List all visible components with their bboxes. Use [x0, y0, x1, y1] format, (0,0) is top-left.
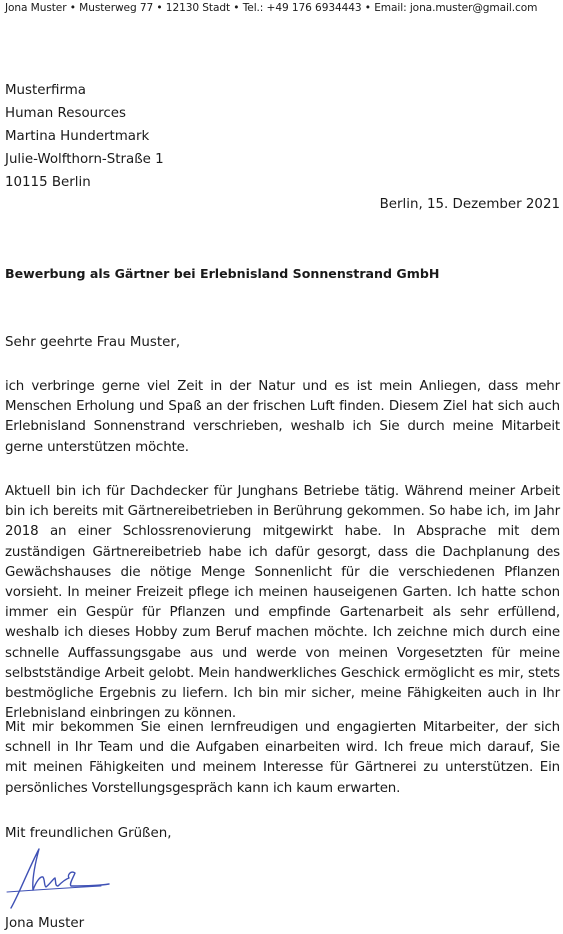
recipient-city: 10115 Berlin — [5, 175, 91, 190]
signer-name: Jona Muster — [5, 916, 85, 931]
closing-phrase: Mit freundlichen Grüßen, — [5, 826, 172, 841]
letter-date: Berlin, 15. Dezember 2021 — [379, 197, 560, 212]
letter-subject: Bewerbung als Gärtner bei Erlebnisland Sonnenstrand GmbH — [5, 266, 440, 281]
recipient-address — [5, 79, 164, 194]
body-paragraph: ich verbringe gerne viel Zeit in der Natur und es ist mein Anliegen, dass mehr Menschen Erholung und Spaß an der frischen Luft finden. Diesem Ziel hat sich auch Erlebnisland Sonnenstrand verschrieben, weshalb ich Sie durch meine Mitarbeit gerne unterstützen möchte. — [5, 379, 560, 455]
salutation: Sehr geehrte Frau Muster, — [5, 335, 181, 350]
handwritten-signature-icon — [5, 846, 115, 912]
recipient-department: Human Resources — [5, 106, 126, 121]
recipient-contact: Martina Hundertmark — [5, 129, 150, 144]
body-paragraph: Aktuell bin ich für Dachdecker für Junghans Betriebe tätig. Während meiner Arbeit bin ich bereits mit Gärtnereibetrieben in Berührung gekommen. So habe ich, im Jahr 2018 an einer Schlossrenovierung mitgewirkt habe. In Absprache mit dem zuständigen Gärtnereibetrieb habe ich dafür gesorgt, dass die Dachplanung des Gewächshauses die nötige Menge Sonnenlicht für die verschiedenen Pflanzen vorsieht. In meiner Freizeit pflege ich meinen hauseigenen Garten. Ich hatte schon immer ein Gespür für Pflanzen und empfinde Gartenarbeit als sehr erfüllend, weshalb ich dieses Hobby zum Beruf machen möchte. Ich zeichne mich durch eine schnelle Auffassungsgabe aus und werde von meinen Vorgesetzten für meine selbstständige Arbeit gelobt. Mein handwerkliches Geschick ermöglicht es mir, stets bestmögliche Ergebnis zu liefern. Ich bin mir sicher, meine Fähigkeiten auch in Ihr Erlebnisland einbringen zu können. — [5, 484, 560, 722]
recipient-street: Julie-Wolfthorn-Straße 1 — [5, 152, 164, 167]
body-paragraph: Mit mir bekommen Sie einen lernfreudigen und engagierten Mitarbeiter, der sich schnell in Ihr Team und die Aufgaben einarbeiten wird. Ich freue mich darauf, Sie mit meinen Fähigkeiten und meinem Interesse für Gärtnerei zu unterstützen. Ein persönliches Vorstellungsgespräch kann ich kaum erwarten. — [5, 720, 560, 796]
sender-contact-line: Jona Muster • Musterweg 77 • 12130 Stadt • Tel.: +49 176 6934443 • Email: jona.muster@gmail.com — [5, 2, 538, 14]
recipient-company: Musterfirma — [5, 83, 86, 98]
